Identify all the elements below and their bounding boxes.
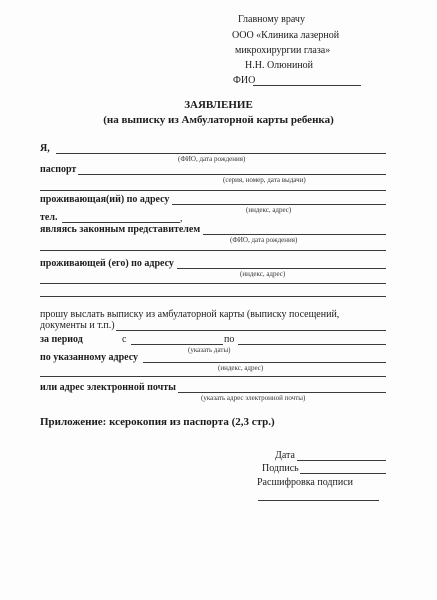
tel-comma: ,: [180, 213, 183, 224]
document-subtitle: (на выписку из Амбулаторной карты ребенка): [103, 114, 334, 126]
legal-rep-field[interactable]: [203, 234, 386, 235]
request-text-1: прошу выслать выписку из амбулаторной карты (выписку посещений,: [40, 309, 340, 320]
residing-address-field[interactable]: [172, 204, 386, 205]
header-recipient-title: Главному врачу: [238, 14, 305, 25]
request-text-2: документы и т.п.): [40, 320, 115, 331]
address-label: по указанному адресу: [40, 352, 139, 363]
passport-field-extra[interactable]: [40, 190, 386, 191]
tel-field[interactable]: [62, 222, 180, 223]
child-address-field[interactable]: [177, 268, 386, 269]
blank-line-2[interactable]: [40, 296, 386, 297]
period-from-label: с: [122, 334, 127, 345]
period-caption: (указать даты): [188, 346, 231, 354]
signature-decipher-field[interactable]: [258, 500, 379, 501]
child-address-caption: (индекс, адрес): [240, 270, 286, 278]
residing-label: проживающая(ий) по адресу: [40, 194, 170, 205]
period-from-field[interactable]: [131, 344, 223, 345]
residing-address-caption: (индекс, адрес): [246, 206, 292, 214]
child-address-label: проживающей (его) по адресу: [40, 258, 174, 269]
applicant-name-caption: (ФИО, дата рождения): [178, 155, 246, 163]
signature-decipher-label: Расшифровка подписи: [257, 477, 353, 488]
ya-label: Я,: [40, 143, 50, 154]
header-fio-label: ФИО: [233, 75, 256, 86]
signature-field[interactable]: [300, 473, 386, 474]
document-title: ЗАЯВЛЕНИЕ: [184, 99, 253, 111]
email-caption: (указать адрес электронной почты): [201, 394, 306, 402]
legal-rep-field-extra[interactable]: [40, 250, 386, 251]
attachment-note: Приложение: ксерокопия из паспорта (2,3 стр.): [40, 416, 275, 428]
period-to-field[interactable]: [238, 344, 386, 345]
header-clinic-name-1: ООО «Клиника лазерной: [232, 30, 340, 41]
passport-caption: (серия, номер, дата выдачи): [223, 176, 306, 184]
header-clinic-name-2: микрохирургии глаза»: [235, 45, 331, 56]
signature-label: Подпись: [262, 463, 299, 474]
date-label: Дата: [275, 450, 295, 461]
address-field-extra[interactable]: [40, 376, 386, 377]
request-documents-field[interactable]: [116, 330, 386, 331]
email-field[interactable]: [178, 392, 386, 393]
email-label: или адрес электронной почты: [40, 382, 176, 393]
applicant-name-field[interactable]: [56, 153, 386, 154]
tel-label: тел.: [40, 212, 58, 223]
passport-field[interactable]: [78, 174, 386, 175]
address-field[interactable]: [143, 362, 386, 363]
legal-rep-label: являясь законным представителем: [40, 224, 201, 235]
passport-label: паспорт: [40, 164, 77, 175]
legal-rep-caption: (ФИО, дата рождения): [230, 236, 298, 244]
date-field[interactable]: [297, 460, 386, 461]
address-caption: (индекс, адрес): [218, 364, 264, 372]
blank-line-1[interactable]: [40, 283, 386, 284]
period-label: за период: [40, 334, 83, 345]
header-recipient-name: Н.Н. Олюниной: [245, 60, 314, 71]
period-to-label: по: [224, 334, 235, 345]
header-fio-field[interactable]: [253, 85, 361, 86]
